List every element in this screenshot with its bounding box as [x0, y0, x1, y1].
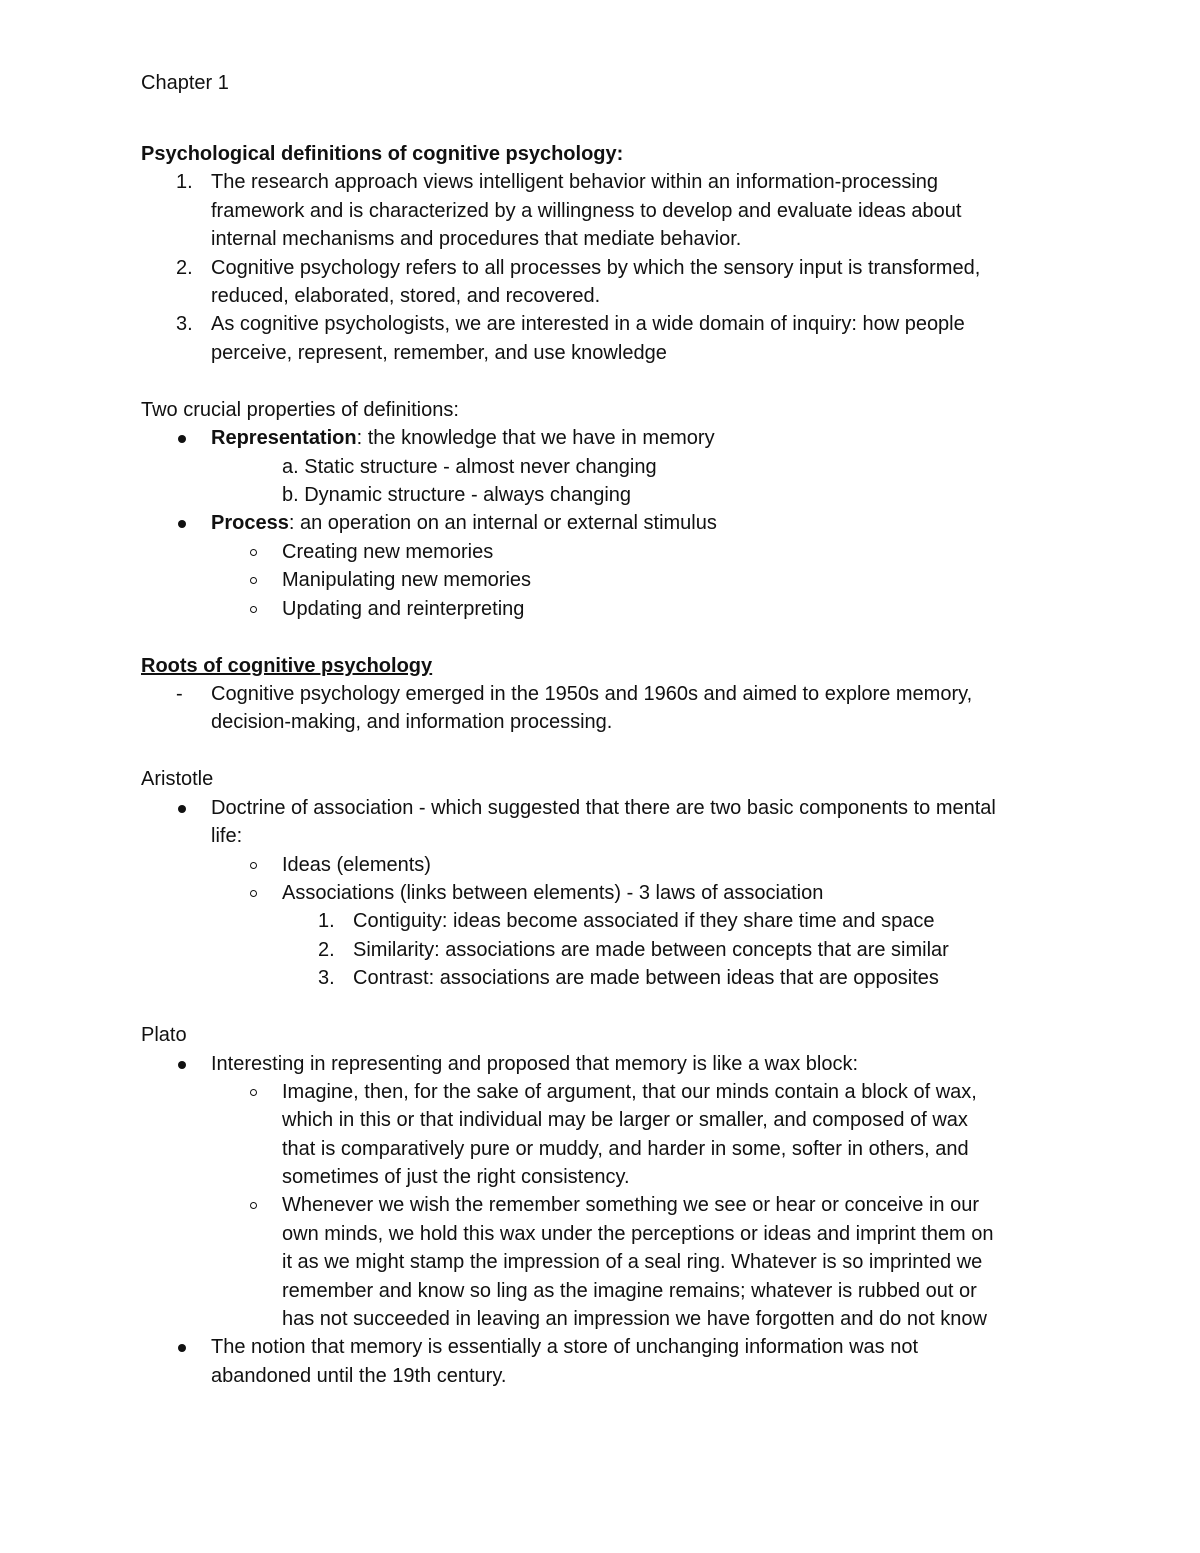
sub-item: Associations (links between elements) - 3 laws of association: [282, 882, 824, 904]
law-number: 3.: [318, 967, 335, 989]
list-item-text: internal mechanisms and procedures that mediate behavior.: [211, 228, 742, 250]
quote-text: sometimes of just the right consistency.: [282, 1166, 630, 1188]
heading-plato: Plato: [141, 1024, 187, 1046]
bullet-dot-icon: [178, 1061, 186, 1069]
quote-text: which in this or that individual may be larger or smaller, and composed of wax: [282, 1109, 968, 1131]
aristotle-bullet-text: Doctrine of association - which suggested that there are two basic components to mental: [211, 797, 996, 819]
sub-item: Creating new memories: [282, 541, 494, 563]
list-item-text: Cognitive psychology refers to all processes by which the sensory input is transformed,: [211, 257, 981, 279]
term-definition: : an operation on an internal or external stimulus: [288, 512, 717, 534]
roots-text: Cognitive psychology emerged in the 1950s and 1960s and aimed to explore memory,: [211, 683, 973, 705]
roots-text: decision-making, and information processing.: [211, 711, 613, 733]
term-representation: Representation: [211, 427, 357, 449]
list-number: 3.: [176, 313, 193, 335]
list-item-text: The research approach views intelligent behavior within an information-processing: [211, 171, 939, 193]
quote-text: Imagine, then, for the sake of argument, that our minds contain a block of wax,: [282, 1081, 977, 1103]
plato-bullet-text: The notion that memory is essentially a store of unchanging information was not: [211, 1336, 919, 1358]
bullet-dot-icon: [178, 435, 186, 443]
sub-item-dynamic: b. Dynamic structure - always changing: [282, 484, 632, 506]
law-text: Similarity: associations are made between concepts that are similar: [353, 939, 949, 961]
quote-text: has not succeeded in leaving an impression we have forgotten and do not know: [282, 1308, 987, 1330]
dash-marker: -: [176, 683, 183, 705]
list-number: 2.: [176, 257, 193, 279]
bullet-circle-icon: [250, 890, 257, 897]
process-item: [211, 509, 717, 537]
plato-bullet-text: abandoned until the 19th century.: [211, 1365, 507, 1387]
bullet-circle-icon: [250, 862, 257, 869]
heading-aristotle: Aristotle: [141, 768, 214, 790]
sub-item-static: a. Static structure - almost never changing: [282, 456, 657, 478]
representation-item: [211, 424, 715, 452]
law-text: Contiguity: ideas become associated if they share time and space: [353, 910, 935, 932]
quote-text: own minds, we hold this wax under the perceptions or ideas and imprint them on: [282, 1223, 994, 1245]
chapter-title: Chapter 1: [141, 72, 229, 94]
list-item-text: As cognitive psychologists, we are interested in a wide domain of inquiry: how people: [211, 313, 965, 335]
bullet-circle-icon: [250, 577, 257, 584]
sub-item: Updating and reinterpreting: [282, 598, 525, 620]
list-item-text: reduced, elaborated, stored, and recovered.: [211, 285, 601, 307]
term-process: Process: [211, 512, 289, 534]
bullet-dot-icon: [178, 520, 186, 528]
law-number: 1.: [318, 910, 335, 932]
sub-item: Manipulating new memories: [282, 569, 532, 591]
list-item-text: perceive, represent, remember, and use knowledge: [211, 342, 667, 364]
list-number: 1.: [176, 171, 193, 193]
term-definition: : the knowledge that we have in memory: [356, 427, 715, 449]
properties-intro: Two crucial properties of definitions:: [141, 399, 459, 421]
plato-bullet-text: Interesting in representing and proposed that memory is like a wax block:: [211, 1053, 859, 1075]
bullet-dot-icon: [178, 805, 186, 813]
aristotle-bullet-text: life:: [211, 825, 243, 847]
bullet-circle-icon: [250, 606, 257, 613]
quote-text: that is comparatively pure or muddy, and harder in some, softer in others, and: [282, 1138, 969, 1160]
law-text: Contrast: associations are made between ideas that are opposites: [353, 967, 939, 989]
bullet-circle-icon: [250, 1089, 257, 1096]
bullet-dot-icon: [178, 1344, 186, 1352]
quote-text: remember and know so ling as the imagine remains; whatever is rubbed out or: [282, 1280, 977, 1302]
list-item-text: framework and is characterized by a willingness to develop and evaluate ideas about: [211, 200, 962, 222]
sub-item: Ideas (elements): [282, 854, 431, 876]
quote-text: it as we might stamp the impression of a seal ring. Whatever is so imprinted we: [282, 1251, 983, 1273]
bullet-circle-icon: [250, 549, 257, 556]
bullet-circle-icon: [250, 1202, 257, 1209]
law-number: 2.: [318, 939, 335, 961]
quote-text: Whenever we wish the remember something we see or hear or conceive in our: [282, 1194, 979, 1216]
section-heading-definitions: Psychological definitions of cognitive psychology:: [141, 143, 624, 165]
section-heading-roots: Roots of cognitive psychology: [141, 655, 433, 677]
